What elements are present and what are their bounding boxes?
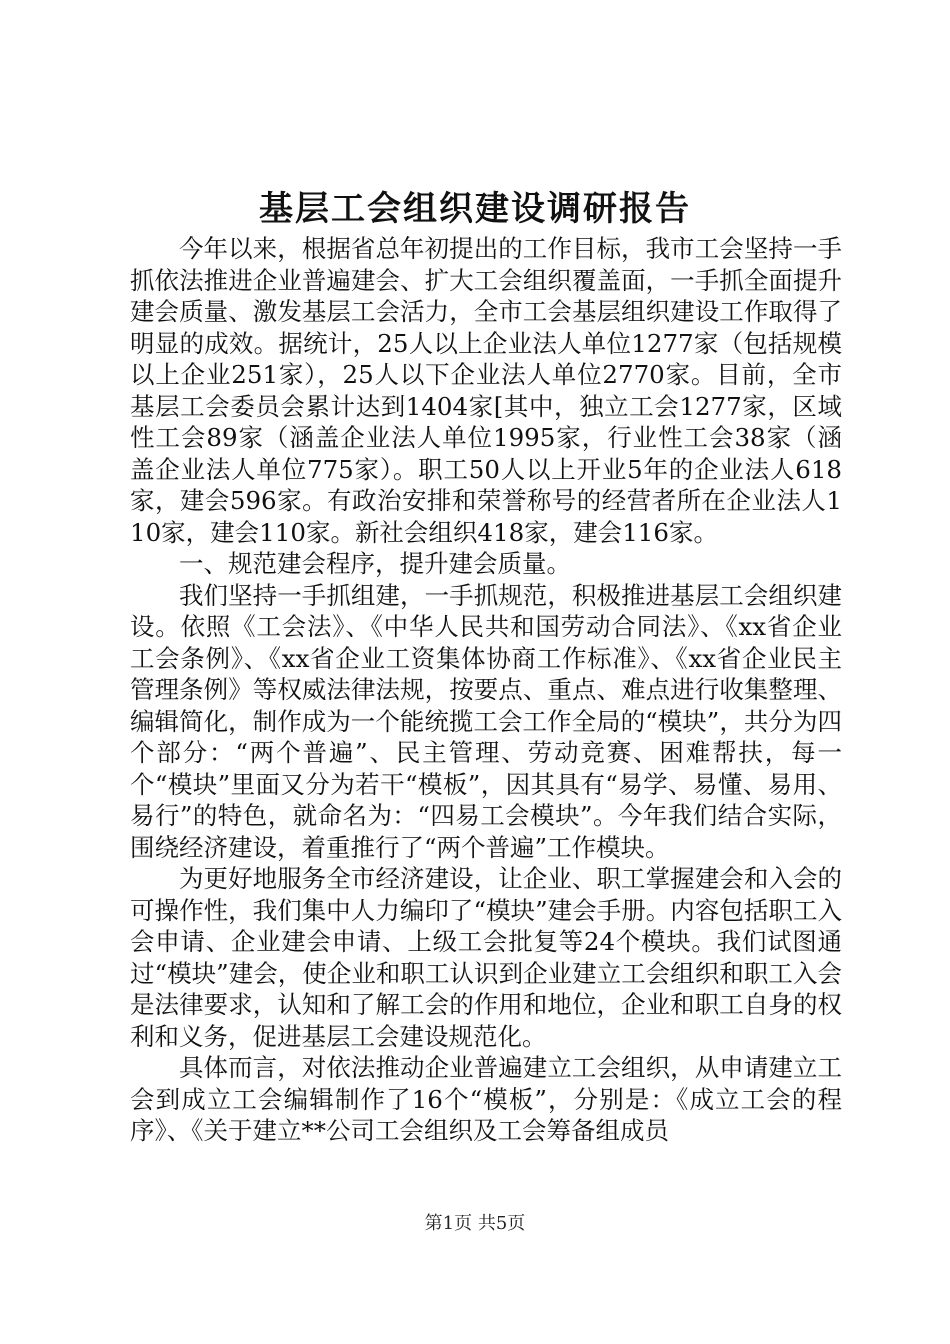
page-footer: 第1页 共5页 (424, 1213, 526, 1234)
paragraph-section-1: 我们坚持一手抓组建，一手抓规范，积极推进基层工会组织建设。依照《工会法》、《中华人民共和国劳动合同法》、《xx省企业工会条例》、《xx省企业工资集体协商工作标准》、《xx省企业民主管理条例》等权威法律法规，按要点、重点、难点进行收集整理、编辑简化，制作成为一个能统揽工会工作全局的“模块”，共分为四个部分：“两个普遍”、民主管理、劳动竞赛、困难帮扶，每一个“模块”里面又分为若干“模板”，因其具有“易学、易懂、易用、易行”的特色，就命名为：“四易工会模块”。今年我们结合实际，围绕经济建设，着重推行了“两个普遍”工作模块。 (130, 580, 842, 862)
document-body (130, 233, 842, 1147)
section-heading: 一、规范建会程序，提升建会质量。 (179, 549, 571, 578)
paragraph-templates: 具体而言，对依法推动企业普遍建立工会组织，从申请建立工会到成立工会编辑制作了16个“模板”，分别是：《成立工会的程序》、《关于建立**公司工会组织及工会筹备组成员 (130, 1053, 842, 1145)
document-title: 基层工会组织建设调研报告 (259, 189, 691, 229)
paragraph-handbook: 为更好地服务全市经济建设，让企业、职工掌握建会和入会的可操作性，我们集中人力编印了“模块”建会手册。内容包括职工入会申请、企业建会申请、上级工会批复等24个模块。我们试图通过“模块”建会，使企业和职工认识到企业建立工会组织和职工入会是法律要求，认知和了解工会的作用和地位，企业和职工自身的权利和义务，促进基层工会建设规范化。 (130, 864, 842, 1051)
paragraph-intro: 今年以来，根据省总年初提出的工作目标，我市工会坚持一手抓依法推进企业普遍建会、扩大工会组织覆盖面，一手抓全面提升建会质量、激发基层工会活力，全市工会基层组织建设工作取得了明显的成效。据统计，25人以上企业法人单位1277家（包括规模以上企业251家），25人以下企业法人单位2770家。目前，全市基层工会委员会累计达到1404家[其中，独立工会1277家，区域性工会89家（涵盖企业法人单位1995家，行业性工会38家（涵盖企业法人单位775家）。职工50人以上开业5年的企业法人618家，建会596家。有政治安排和荣誉称号的经营者所在企业法人110家，建会110家。新社会组织418家，建会116家。 (130, 234, 842, 547)
